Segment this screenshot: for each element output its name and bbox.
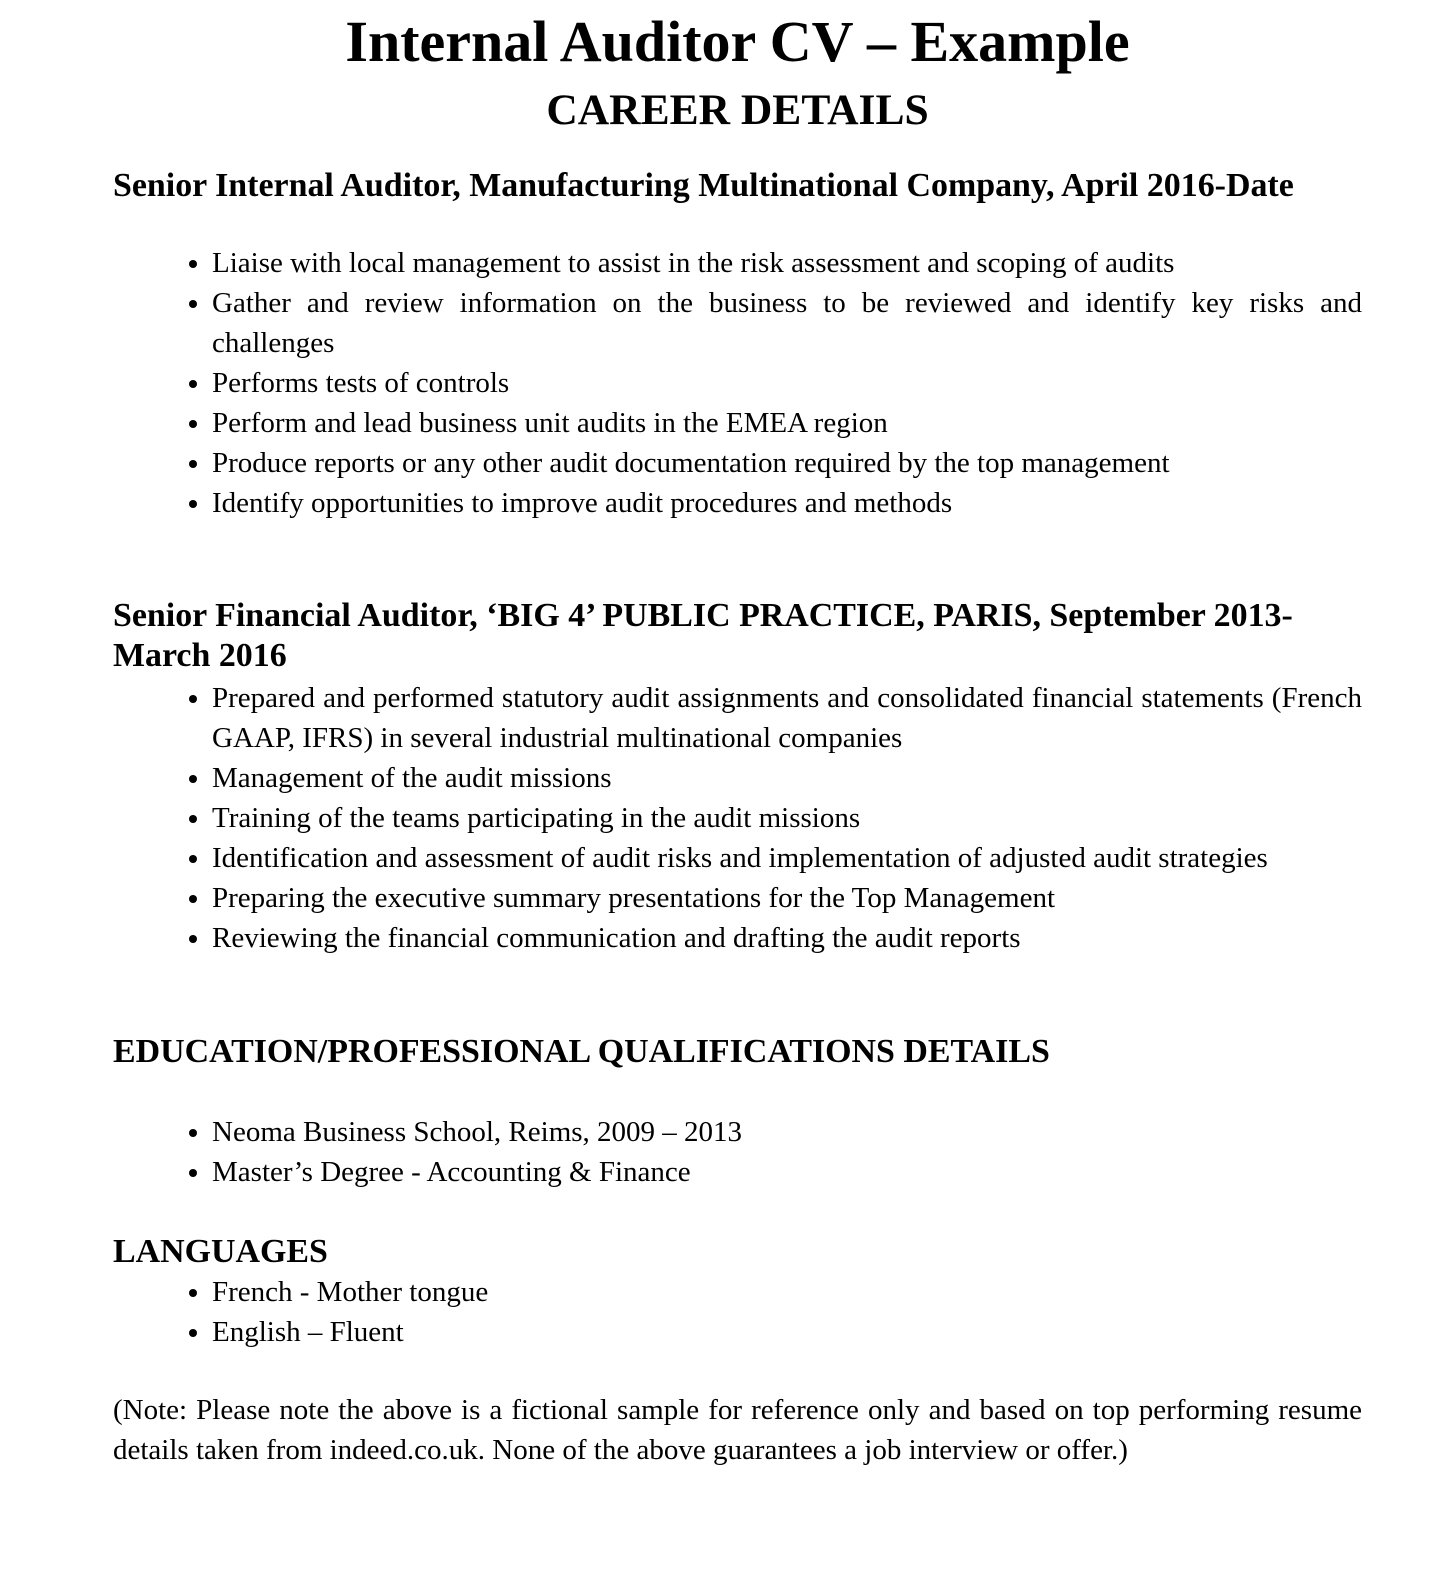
list-item: • French - Mother tongue [212,1272,1362,1312]
list-item: • Identification and assessment of audit risks and implementation of adjusted audit strategies [212,838,1362,878]
list-item: • Identify opportunities to improve audit procedures and methods [212,483,1362,523]
list-item: • Master’s Degree - Accounting & Finance [212,1152,1362,1192]
list-item: • Perform and lead business unit audits in the EMEA region [212,403,1362,443]
list-item: • Reviewing the financial communication and drafting the audit reports [212,918,1362,958]
languages-heading: LANGUAGES [113,1233,328,1270]
list-item: • Produce reports or any other audit documentation required by the top management [212,443,1362,483]
languages-bullet-list [113,1272,1362,1352]
list-item: • Performs tests of controls [212,363,1362,403]
list-item: • English – Fluent [212,1312,1362,1352]
job-1-heading: Senior Internal Auditor, Manufacturing Multinational Company, April 2016-Date [113,167,1294,204]
career-details-heading: CAREER DETAILS [546,86,929,134]
document-title: Internal Auditor CV – Example [345,9,1130,74]
list-item: • Gather and review information on the business to be reviewed and identify key risks and challenges [212,283,1362,363]
list-item: • Prepared and performed statutory audit assignments and consolidated financial statements (French GAAP, IFRS) in several industrial multinational companies [212,678,1362,758]
education-bullet-list [113,1112,1362,1192]
list-item: • Training of the teams participating in the audit missions [212,798,1362,838]
job-1-bullet-list [113,243,1362,523]
list-item: • Liaise with local management to assist in the risk assessment and scoping of audits [212,243,1362,283]
job-2-heading: Senior Financial Auditor, ‘BIG 4’ PUBLIC PRACTICE, PARIS, September 2013-March 2016 [113,597,1293,674]
note-paragraph: (Note: Please note the above is a fictional sample for reference only and based on top performing resume details taken from indeed.co.uk. None of the above guarantees a job interview or offer.) [113,1394,1362,1466]
list-item: • Neoma Business School, Reims, 2009 – 2013 [212,1112,1362,1152]
education-heading: EDUCATION/PROFESSIONAL QUALIFICATIONS DETAILS [113,1033,1050,1070]
list-item: • Preparing the executive summary presentations for the Top Management [212,878,1362,918]
job-2-bullet-list [113,678,1362,958]
list-item: • Management of the audit missions [212,758,1362,798]
